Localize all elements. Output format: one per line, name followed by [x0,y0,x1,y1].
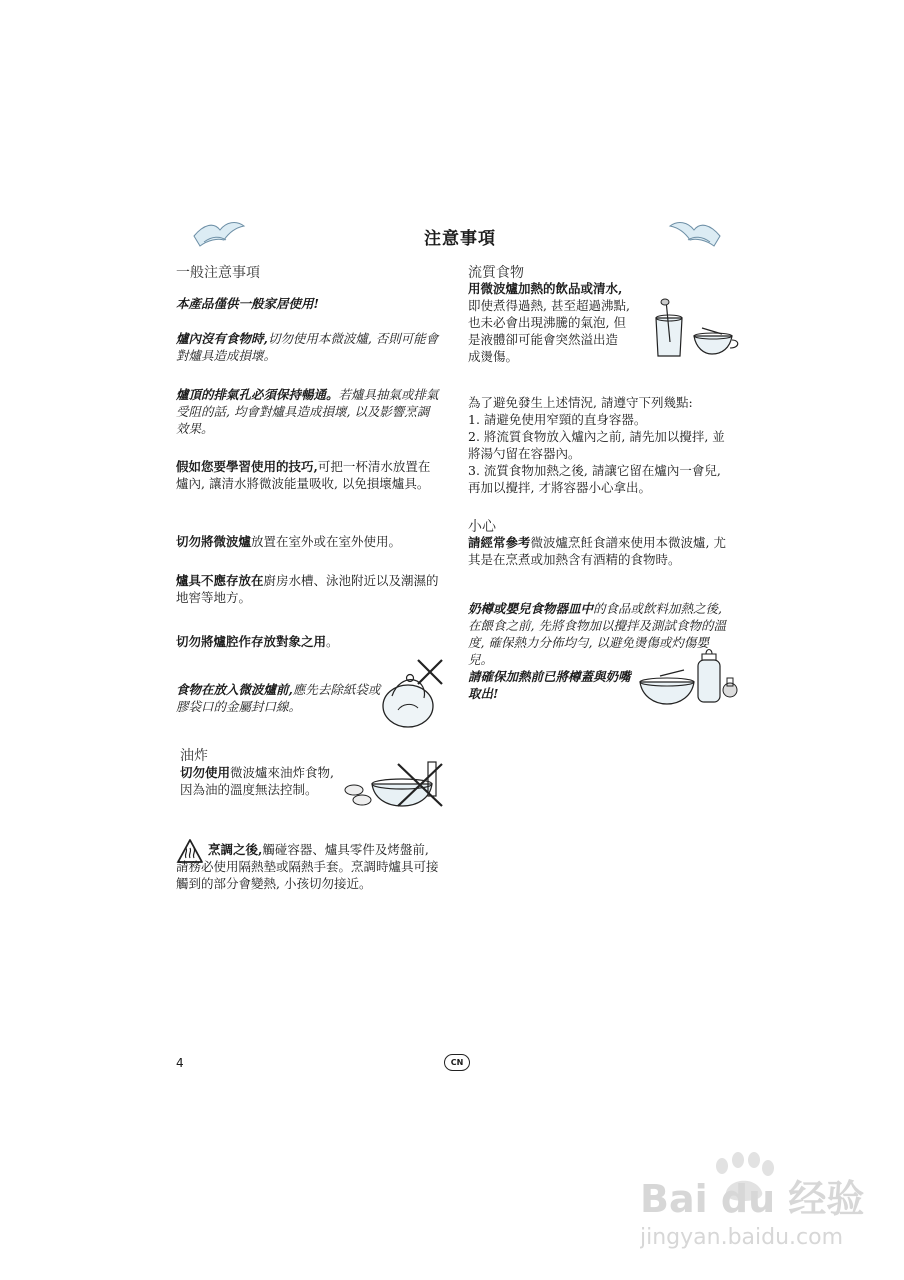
bold-text: 烹調之後, [208,842,263,857]
bold-text: 假如您要學習使用的技巧, [176,459,318,474]
body-text: 即使煮得過熱, 甚至超過沸點, 也未必會出現沸騰的氣泡, 但是液體卻可能會突然溢出造成燙傷。 [468,298,630,364]
paragraph-after-cooking [176,841,441,892]
body-text: 微波爐來油炸食物, 因為油的溫度無法控制。 [180,765,334,797]
body-text: 應先去除紙袋或膠袋口的金屬封口線。 [176,682,381,714]
watermark-text [640,1172,880,1264]
general-heading: 一般注意事項 [176,265,260,281]
language-badge: CN [444,1054,470,1071]
bold-text: 用微波爐加熱的飲品或清水, [468,281,623,296]
paragraph-no-food [176,330,441,364]
bold-text: 請經常參考 [468,535,531,550]
baby-bottle-icon [636,646,742,708]
bird-icon [190,216,246,252]
liquid-precautions-list [468,411,733,496]
body-text: 。 [326,634,339,649]
body-text: 若爐具抽氣或排氣受阻的話, 均會對爐具造成損壞, 以及影響烹調效果。 [176,387,439,436]
list-item: 3. 流質食物加熱之後, 請讓它留在爐內一會兒, 再加以攪拌, 才將容器小心拿出。 [468,463,721,495]
paragraph-storage-location [176,572,441,606]
bold-text: 本產品僅供一般家居使用! [176,296,319,311]
list-item: 1. 請避免使用窄頸的直身容器。 [468,412,647,427]
paragraph-liquid-intro: 為了避免發生上述情況, 請遵守下列幾點: [468,395,693,410]
paragraph-liquid-boiling [468,280,630,365]
body-text: 切勿使用本微波爐, 否則可能會對爐具造成損壞。 [176,331,439,363]
careful-heading: 小心 [468,519,496,535]
body-text: 放置在室外或在室外使用。 [251,534,402,549]
food-bag-crossed-icon [378,656,446,732]
paragraph-frying [180,764,340,798]
bold-text: 爐內沒有食物時, [176,331,268,346]
cups-spoon-icon [648,298,740,362]
body-text: 微波爐烹飪食譜來使用本微波爐, 尤其是在烹煮或加熱含有酒精的食物時。 [468,535,726,567]
bold-text: 切勿將爐腔作存放對象之用 [176,634,327,649]
frying-crossed-icon [342,756,448,812]
paragraph-cavity-storage [176,633,441,650]
bold-text: 奶樽或嬰兒食物器皿中 [468,601,594,616]
paragraph-learn [176,458,441,492]
body-text: 觸碰容器、爐具零件及烤盤前, 請務必使用隔熱墊或隔熱手套。烹調時爐具可接觸到的部分會變熱, 小孩切勿接近。 [176,842,439,891]
body-text: 廚房水槽、泳池附近以及潮濕的地窖等地方。 [176,573,439,605]
liquid-heading: 流質食物 [468,265,524,281]
paragraph-metal-ties [176,681,381,715]
body-text: 的食品或飲料加熱之後, 在餵食之前, 先將食物加以攪拌及測試食物的溫度, 確保熱力分佈均勻, 以避免燙傷或灼傷嬰兒。 [468,601,726,667]
bold-text: 爐頂的排氣孔必須保持暢通。 [176,387,339,402]
bold-text: 切勿將微波爐 [176,534,252,549]
page-title: 注意事項 [424,229,496,249]
frying-heading: 油炸 [180,748,208,764]
body-text: 可把一杯清水放置在爐內, 讓清水將微波能量吸收, 以免損壞爐具。 [176,459,431,491]
bold-text: 請確保加熱前已將樽蓋與奶嘴取出! [468,669,631,701]
paragraph-home-use [176,295,441,312]
watermark-brand: Bai du 经验 [640,1177,865,1221]
paragraph-outdoor [176,533,441,550]
bold-text: 切勿使用 [180,765,231,780]
watermark-url: jingyan.baidu.com [640,1225,844,1250]
page-number: 4 [176,1056,184,1070]
paragraph-vents [176,386,441,437]
bold-text: 食物在放入微波爐前, [176,682,293,697]
bird-icon [668,216,724,252]
paragraph-recipes [468,534,738,568]
bold-text: 爐具不應存放在 [176,573,264,588]
list-item: 2. 將流質食物放入爐內之前, 請先加以攪拌, 並將湯勺留在容器內。 [468,429,725,461]
paragraph-remove-teats [468,668,638,702]
